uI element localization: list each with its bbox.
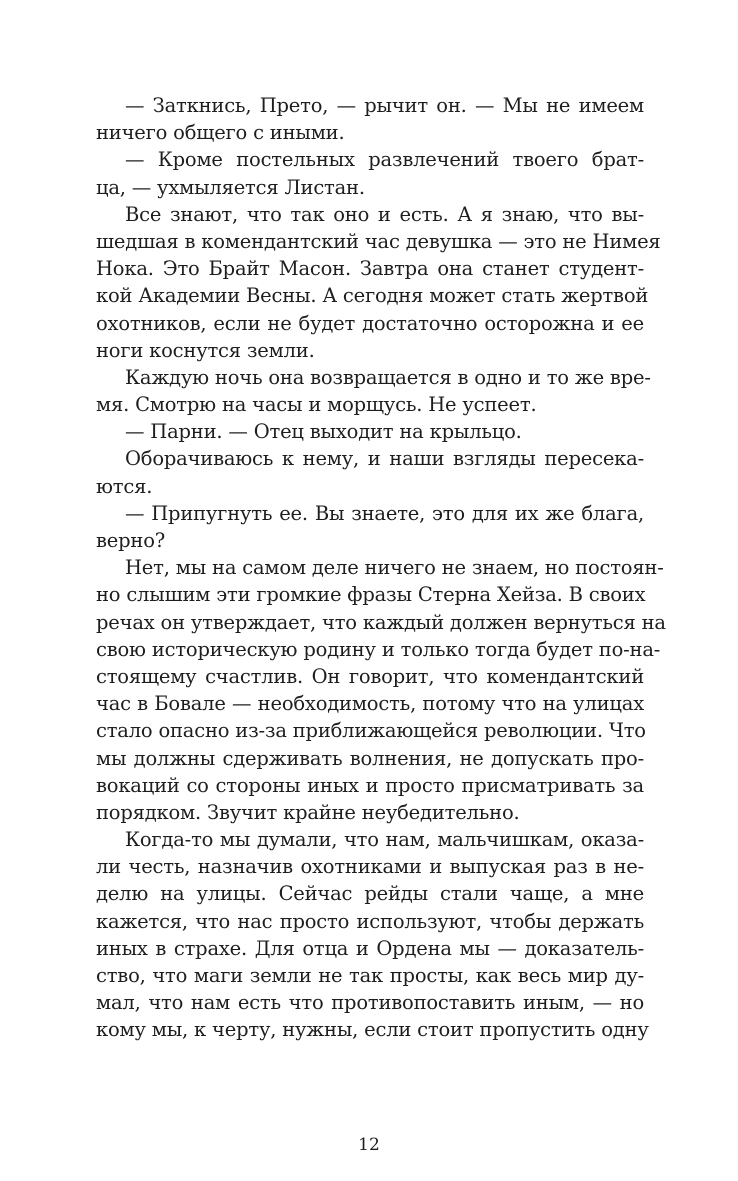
text-line: — Кроме постельных развлечений твоего брат- [125,148,644,172]
text-line: — Заткнись, Прето, — рычит он. — Мы не имеем [125,94,644,117]
text-line: делю на улицы. Сейчас рейды стали чаще, а мне [96,882,644,906]
text-line: ца, — ухмыляется Листан. [96,175,365,199]
text-line: ноги коснутся земли. [96,338,315,362]
text-line: Когда-то мы думали, что нам, мальчишкам, оказа- [125,828,644,852]
text-line: но слышим эти громкие фразы Стерна Хейза. В своих [96,583,646,607]
text-line: вокаций со стороны иных и просто присматривать за [96,773,644,797]
text-line: порядком. Звучит крайне неубедительно. [96,800,520,824]
text-line: речах он утверждает, что каждый должен вернуться на [96,610,666,634]
text-line: свою историческую родину и только тогда будет по-на- [96,637,661,661]
text-line: шедшая в комендантский час девушка — это не Нимея [96,229,661,253]
body-text [96,92,666,1044]
text-line: ли честь, назначив охотниками и выпуская раз в не- [96,855,644,879]
text-line: мал, что нам есть что противопоставить иным, — но [96,991,644,1015]
text-line: стало опасно из-за приближающейся революции. Что [96,719,646,743]
text-line: верно? [96,529,165,552]
text-line: стоящему счастлив. Он говорит, что комендантский [96,664,644,688]
text-line: Нет, мы на самом деле ничего не знаем, но постоян- [125,556,664,580]
text-line: — Парни. — Отец выходит на крыльцо. [125,420,522,444]
text-line: Оборачиваюсь к нему, и наши взгляды пересека- [125,447,644,471]
text-line: час в Бовале — необходимость, потому что на улицах [96,692,644,716]
text-line: ство, что маги земли не так просты, как весь мир ду- [96,964,644,987]
text-line: мя. Смотрю на часы и морщусь. Не успеет. [96,393,537,417]
text-line: ничего общего с иными. [96,121,345,145]
text-line: кажется, что нас просто используют, чтобы держать [96,909,644,933]
text-line: кому мы, к черту, нужны, если стоит пропустить одну [96,1018,649,1042]
text-line: ются. [96,474,153,498]
text-line: охотников, если не будет достаточно осторожна и ее [96,311,644,335]
text-line: кой Академии Весны. А сегодня может стать жертвой [96,284,649,308]
text-line: Нока. Это Брайт Масон. Завтра она станет студент- [96,257,644,281]
text-line: мы должны сдерживать волнения, не допускать про- [96,746,644,770]
page-number: 12 [358,1135,380,1155]
text-line: иных в страхе. Для отца и Ордена мы — доказатель- [96,936,644,960]
text-line: — Припугнуть ее. Вы знаете, это для их же блага, [125,501,644,525]
text-line: Каждую ночь она возвращается в одно и то же вре- [125,365,651,389]
text-line: Все знают, что так оно и есть. А я знаю, что вы- [125,202,644,226]
